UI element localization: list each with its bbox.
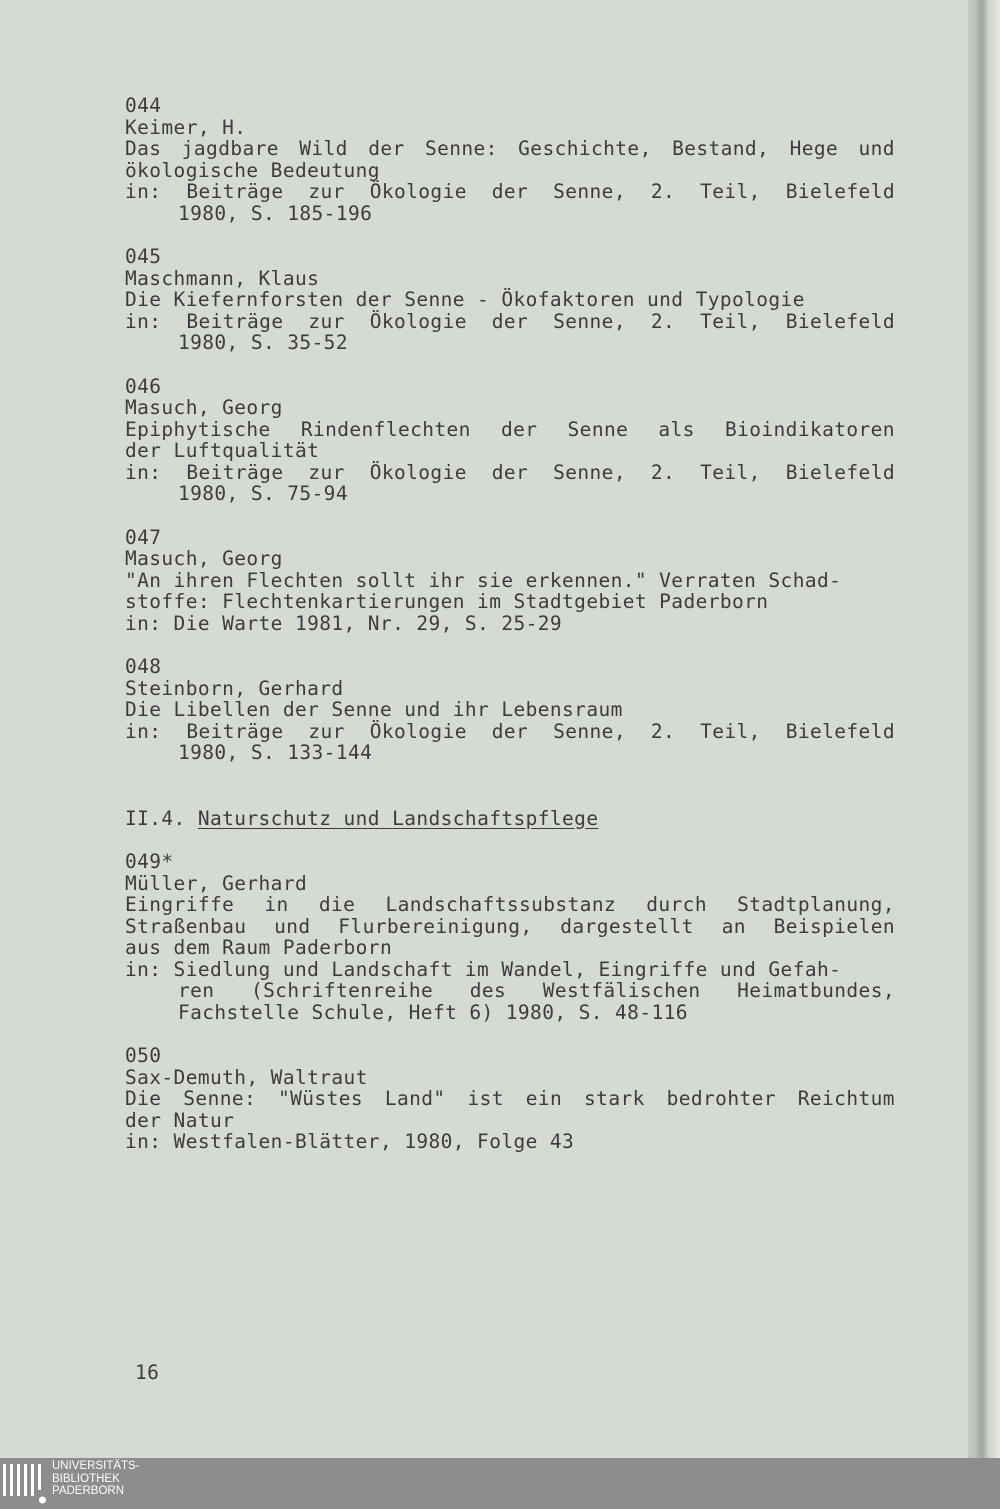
bibliography-entry: [125, 376, 895, 505]
word: der: [491, 719, 529, 743]
word: durch: [646, 893, 707, 916]
word: zur: [308, 460, 345, 484]
entry-author: Keimer, H.: [125, 115, 247, 139]
word: und: [858, 137, 895, 160]
entry-citation-line: 1980, S. 35-52: [178, 331, 348, 354]
word: der: [491, 180, 529, 203]
entry-title-line: [125, 1088, 895, 1110]
entry-title-line: [125, 916, 895, 938]
word: Heimatbundes,: [737, 979, 895, 1002]
word: ein: [525, 1087, 563, 1110]
page-edge-shadow: [968, 0, 1000, 1458]
word: Beiträge: [186, 309, 284, 333]
word: ren: [178, 979, 215, 1002]
entry-number: 046: [125, 374, 162, 398]
word: Westfälischen: [542, 979, 701, 1002]
word: Geschichte,: [518, 137, 652, 160]
word: Bestand,: [672, 137, 770, 160]
entry-number: 049*: [125, 850, 174, 873]
entry-title-line: "An ihren Flechten sollt ihr sie erkennen." Verraten Schad-: [125, 568, 842, 592]
word: zur: [308, 719, 345, 743]
section-entry-list: [125, 851, 895, 1153]
entry-citation-line: [125, 311, 895, 333]
word: Beiträge: [186, 719, 284, 743]
word: an: [721, 914, 746, 938]
entry-citation-line: [125, 462, 895, 484]
word: in:: [125, 460, 162, 484]
word: 2.: [650, 309, 676, 333]
word: Beispielen: [773, 914, 895, 938]
word: Ökologie: [369, 719, 467, 743]
word: ist: [467, 1087, 504, 1110]
word: Bielefeld: [785, 460, 895, 484]
bibliography-entry: [125, 656, 895, 764]
word: in:: [125, 309, 162, 333]
entry-number: 045: [125, 245, 162, 268]
bibliography-entry: [125, 95, 895, 224]
bibliography-entry: [125, 527, 895, 635]
word: Eingriffe: [125, 893, 235, 916]
word: Senne,: [553, 460, 626, 484]
word: 2.: [650, 180, 676, 203]
word: der: [500, 417, 538, 441]
logo-line: BIBLIOTHEK: [52, 1472, 120, 1485]
word: dargestellt: [560, 914, 694, 938]
word: als: [658, 417, 695, 441]
university-library-logo-icon: [2, 1462, 52, 1506]
word: (Schriftenreihe: [251, 979, 434, 1002]
section-number: II.4.: [125, 806, 186, 830]
word: Bioindikatoren: [724, 417, 895, 441]
word: des: [469, 979, 507, 1002]
word: die: [318, 893, 356, 916]
entry-author: Masuch, Georg: [125, 396, 283, 419]
entry-title-line: der Natur: [125, 1108, 235, 1132]
word: Senne: [567, 417, 629, 441]
entry-author: Müller, Gerhard: [125, 871, 308, 895]
logo-line: UNIVERSITÄTS-: [52, 1460, 140, 1472]
word: "Wüstes: [278, 1087, 363, 1110]
bibliography-text: [125, 95, 895, 1175]
entry-number: 048: [125, 655, 162, 678]
bibliography-entry: [125, 246, 895, 354]
entry-citation-line: [125, 980, 895, 1002]
entry-title-line: Die Kiefernforsten der Senne - Ökofaktoren und Typologie: [125, 288, 805, 311]
entry-title-line: Die Libellen der Senne und ihr Lebensraum: [125, 698, 623, 721]
entry-citation-line: in: Die Warte 1981, Nr. 29, S. 25-29: [125, 611, 563, 635]
entry-title-line: der Luftqualität: [125, 439, 320, 462]
word: in: [264, 893, 289, 916]
word: Beiträge: [186, 460, 284, 484]
entry-author: Steinborn, Gerhard: [125, 676, 344, 700]
entry-title-line: [125, 894, 895, 916]
word: Landschaftssubstanz: [385, 893, 617, 916]
entry-author: Maschmann, Klaus: [125, 266, 320, 290]
entry-list: [125, 95, 895, 764]
entry-citation-line: 1980, S. 133-144: [178, 741, 373, 764]
bibliography-entry: [125, 1045, 895, 1153]
entry-title-line: aus dem Raum Paderborn: [125, 936, 393, 959]
word: stark: [584, 1087, 645, 1110]
entry-title-line: [125, 419, 895, 441]
entry-citation-line: Fachstelle Schule, Heft 6) 1980, S. 48-116: [178, 1000, 688, 1024]
word: Wild: [299, 137, 348, 160]
word: Reichtum: [797, 1087, 895, 1110]
word: Bielefeld: [785, 180, 895, 203]
word: Senne:: [424, 137, 498, 160]
word: Teil,: [700, 309, 761, 333]
entry-title-line: stoffe: Flechtenkartierungen im Stadtgebiet Paderborn: [125, 590, 769, 613]
word: zur: [308, 309, 345, 333]
bibliography-entry: [125, 851, 895, 1023]
word: Teil,: [700, 460, 761, 484]
entry-title-line: [125, 138, 895, 160]
word: Land": [384, 1087, 446, 1110]
section-heading: [125, 808, 895, 830]
word: Epiphytische: [125, 417, 271, 441]
word: Das: [125, 137, 162, 160]
word: Senne:: [183, 1087, 257, 1110]
word: Bielefeld: [785, 309, 895, 333]
entry-citation-line: 1980, S. 185-196: [178, 201, 373, 225]
word: Rindenflechten: [300, 417, 471, 441]
entry-citation-line: in: Westfalen-Blätter, 1980, Folge 43: [125, 1130, 575, 1153]
word: der: [368, 137, 405, 160]
page-number: 16: [135, 1361, 160, 1384]
word: jagdbare: [181, 137, 279, 160]
word: der: [491, 309, 529, 333]
entry-number: 047: [125, 525, 162, 549]
word: Senne,: [553, 719, 626, 743]
entry-number: 044: [125, 94, 162, 117]
word: in:: [125, 719, 162, 743]
word: 2.: [650, 460, 676, 484]
word: Beiträge: [186, 180, 284, 203]
word: Senne,: [553, 180, 626, 203]
word: und: [274, 914, 311, 938]
entry-citation-line: [125, 721, 895, 743]
word: Ökologie: [369, 460, 467, 484]
entry-number: 050: [125, 1044, 162, 1067]
logo-line: PADERBORN: [52, 1485, 124, 1497]
word: der: [491, 460, 529, 484]
entry-title-line: ökologische Bedeutung: [125, 158, 380, 182]
entry-citation-line: in: Siedlung und Landschaft im Wandel, Eingriffe und Gefah-: [125, 957, 842, 981]
word: Flurbereinigung,: [338, 914, 533, 938]
word: Straßenbau: [125, 914, 247, 938]
entry-citation-line: [125, 181, 895, 203]
word: bedrohter: [666, 1087, 776, 1110]
word: zur: [308, 180, 345, 203]
entry-author: Sax-Demuth, Waltraut: [125, 1065, 368, 1089]
library-logo-text: [52, 1460, 140, 1498]
footer-bar: [0, 1458, 1000, 1509]
word: Stadtplanung,: [737, 893, 895, 916]
entry-author: Masuch, Georg: [125, 547, 283, 570]
word: in:: [125, 180, 162, 203]
word: Senne,: [553, 309, 626, 333]
word: Die: [125, 1087, 162, 1110]
word: Ökologie: [369, 309, 467, 333]
word: Bielefeld: [785, 719, 895, 743]
word: Hege: [789, 137, 839, 160]
word: Teil,: [700, 180, 761, 203]
word: Teil,: [700, 719, 761, 743]
section-title: Naturschutz und Landschaftspflege: [197, 806, 599, 830]
word: Ökologie: [369, 180, 467, 203]
entry-citation-line: 1980, S. 75-94: [178, 482, 348, 505]
word: 2.: [650, 719, 676, 743]
